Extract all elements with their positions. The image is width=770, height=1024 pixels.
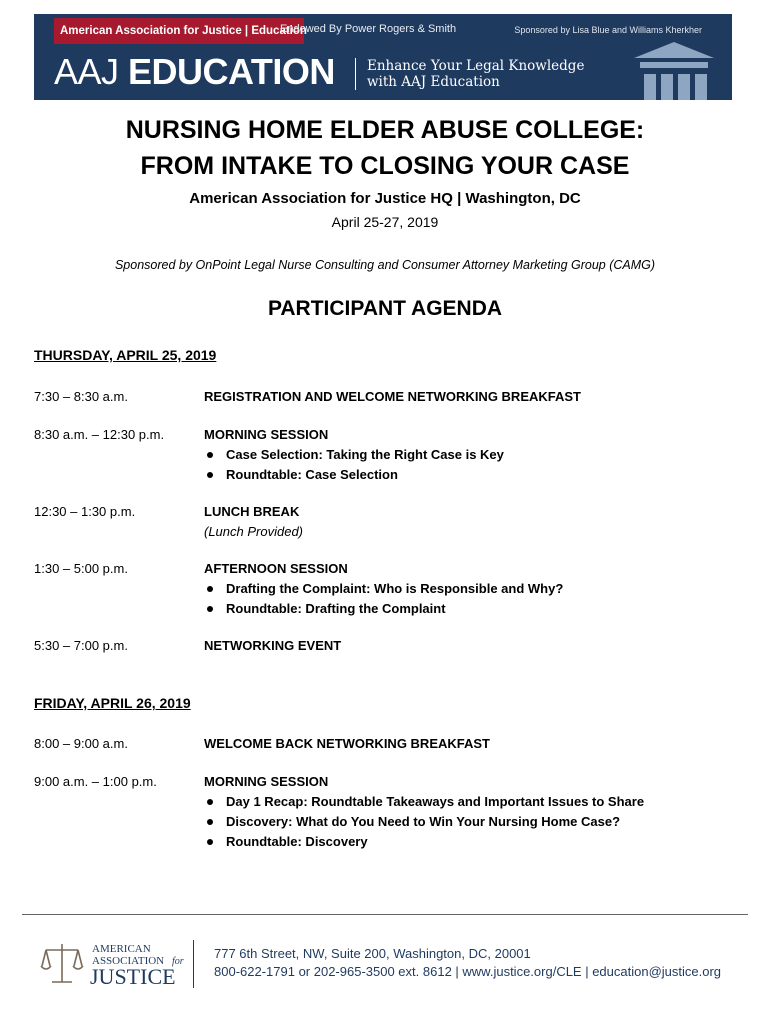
session-time: 9:00 a.m. – 1:00 p.m. xyxy=(34,774,157,789)
footer-contact: 800-622-1791 or 202-965-3500 ext. 8612 | www.justice.org/CLE | education@justice.org xyxy=(214,964,722,979)
title-line-1: NURSING HOME ELDER ABUSE COLLEGE: xyxy=(125,116,645,144)
banner-divider xyxy=(355,58,356,90)
session-title: REGISTRATION AND WELCOME NETWORKING BREAKFAST xyxy=(204,389,581,404)
bullet-icon xyxy=(207,606,213,612)
session-topics xyxy=(204,445,504,485)
session-title: MORNING SESSION xyxy=(204,427,329,442)
bullet-icon xyxy=(207,839,213,845)
event-sponsors: Sponsored by OnPoint Legal Nurse Consulting and Consumer Attorney Marketing Group (CAMG) xyxy=(114,258,656,272)
event-dates: April 25-27, 2019 xyxy=(331,214,439,230)
topic-item: Discovery: What do You Need to Win Your Nursing Home Case? xyxy=(204,812,644,832)
topic-item: Roundtable: Drafting the Complaint xyxy=(204,599,563,619)
day-heading-thursday: THURSDAY, APRIL 25, 2019 xyxy=(34,347,217,363)
session-note: (Lunch Provided) xyxy=(204,524,303,539)
bullet-icon xyxy=(207,452,213,458)
day-heading-friday: FRIDAY, APRIL 26, 2019 xyxy=(34,695,191,711)
agenda-heading: PARTICIPANT AGENDA xyxy=(267,297,503,320)
logo-prefix: AAJ xyxy=(54,51,119,92)
footer-address: 777 6th Street, NW, Suite 200, Washington, DC, 20001 xyxy=(214,946,531,961)
banner-tagline xyxy=(367,58,584,90)
session-topics xyxy=(204,792,644,852)
bullet-icon xyxy=(207,799,213,805)
session-time: 7:30 – 8:30 a.m. xyxy=(34,389,128,404)
page-title xyxy=(0,112,770,184)
scales-of-justice-icon xyxy=(41,944,83,982)
session-time: 8:00 – 9:00 a.m. xyxy=(34,736,128,751)
session-time: 1:30 – 5:00 p.m. xyxy=(34,561,128,576)
session-topics xyxy=(204,579,563,619)
topic-item: Day 1 Recap: Roundtable Takeaways and Important Issues to Share xyxy=(204,792,644,812)
logo-word: EDUCATION xyxy=(128,51,335,92)
aaj-justice-logo xyxy=(40,940,190,988)
endowed-by-text: Endowed By Power Rogers & Smith xyxy=(280,23,457,35)
venue-line: American Association for Justice HQ | Washington, DC xyxy=(189,190,581,207)
footer-divider-line xyxy=(22,914,748,915)
logo-line-3: JUSTICE xyxy=(90,964,176,988)
bullet-icon xyxy=(207,472,213,478)
capitol-building-icon xyxy=(630,40,718,100)
session-title: NETWORKING EVENT xyxy=(204,638,342,653)
aaj-education-tag: American Association for Justice | Education xyxy=(54,18,304,44)
tagline-line-1: Enhance Your Legal Knowledge xyxy=(367,58,585,74)
tagline-line-2: with AAJ Education xyxy=(367,74,500,90)
topic-item: Drafting the Complaint: Who is Responsible and Why? xyxy=(204,579,563,599)
session-title: MORNING SESSION xyxy=(204,774,329,789)
topic-item: Case Selection: Taking the Right Case is Key xyxy=(204,445,504,465)
header-banner xyxy=(34,14,732,100)
session-title: LUNCH BREAK xyxy=(204,504,300,519)
aaj-education-logo xyxy=(54,52,335,92)
logo-line-1: AMERICAN xyxy=(92,943,151,955)
logo-line-2: ASSOCIATION xyxy=(92,955,165,967)
session-time: 5:30 – 7:00 p.m. xyxy=(34,638,128,653)
session-title: WELCOME BACK NETWORKING BREAKFAST xyxy=(204,736,490,751)
banner-sponsor-text: Sponsored by Lisa Blue and Williams Kherkher xyxy=(514,25,702,35)
bullet-icon xyxy=(207,819,213,825)
footer-vertical-divider xyxy=(193,940,194,988)
topic-item: Roundtable: Discovery xyxy=(204,832,644,852)
logo-for: for xyxy=(172,956,184,967)
topic-item: Roundtable: Case Selection xyxy=(204,465,504,485)
bullet-icon xyxy=(207,586,213,592)
session-time: 12:30 – 1:30 p.m. xyxy=(34,504,136,519)
title-line-2: FROM INTAKE TO CLOSING YOUR CASE xyxy=(140,152,630,180)
session-time: 8:30 a.m. – 12:30 p.m. xyxy=(34,427,165,442)
session-title: AFTERNOON SESSION xyxy=(204,561,348,576)
